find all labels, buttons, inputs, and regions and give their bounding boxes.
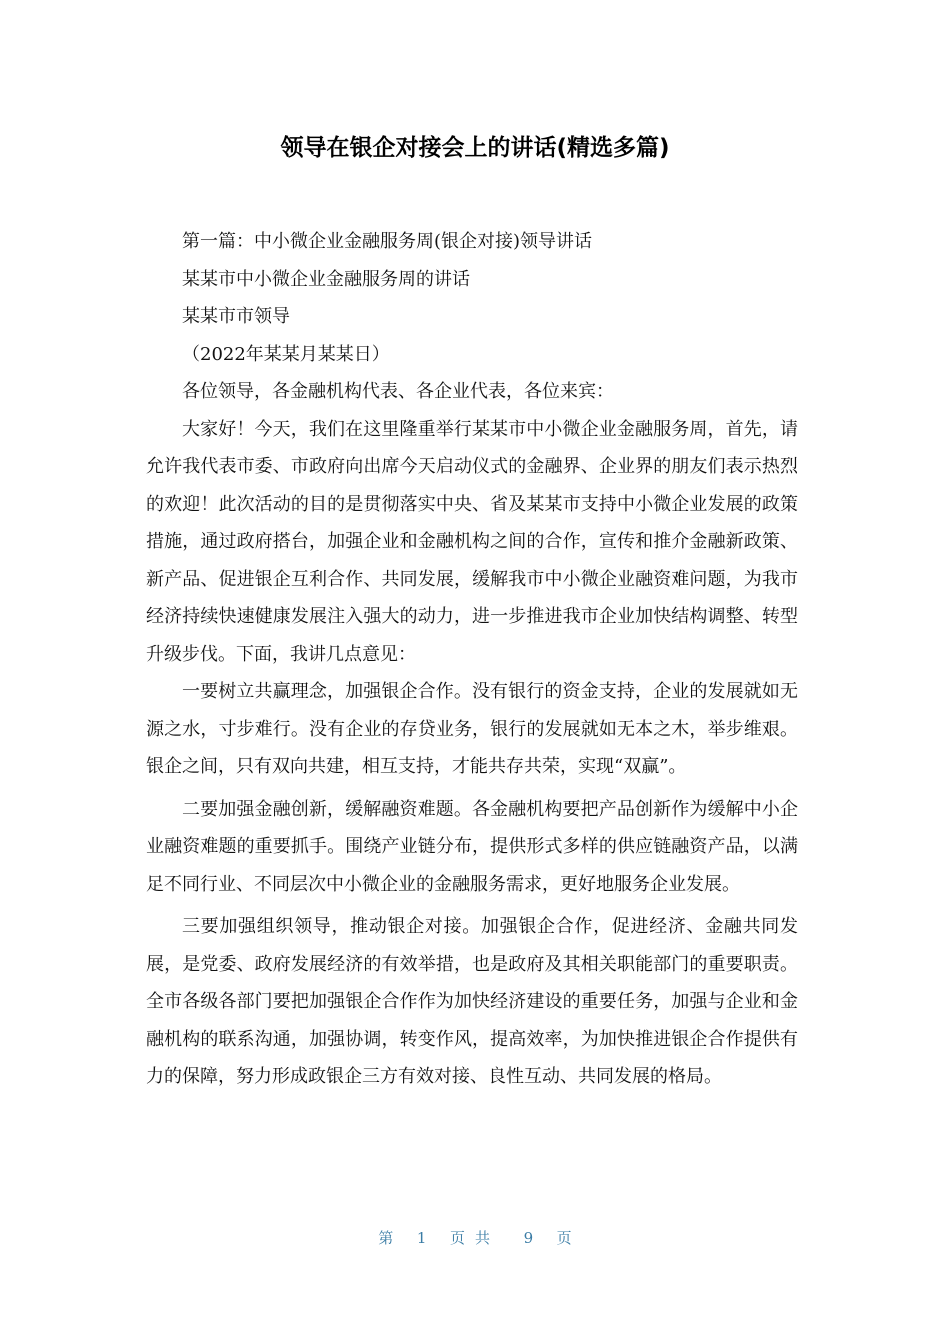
footer-label-page: 第 bbox=[378, 1229, 394, 1247]
paragraph-point-one: 一要树立共赢理念，加强银企合作。没有银行的资金支持，企业的发展就如无源之水，寸步难行。没有企业的存贷业务，银行的发展就如无本之木，举步维艰。银企之间，只有双向共建，相互支持，才能共存共荣，实现“双赢”。 bbox=[146, 681, 798, 777]
paragraph-point-three: 三要加强组织领导，推动银企对接。加强银企合作，促进经济、金融共同发展，是党委、政府发展经济的有效举措，也是政府及其相关职能部门的重要职责。全市各级各部门要把加强银企合作作为加快经济建设的重要任务，加强与企业和金融机构的联系沟通，加强协调，转变作风，提高效率，为加快推进银企合作提供有力的保障，努力形成政银企三方有效对接、良性互动、共同发展的格局。 bbox=[146, 916, 798, 1087]
paragraph-date: （2022年某某月某某日） bbox=[182, 343, 390, 365]
document-body bbox=[146, 223, 798, 1096]
paragraph-speech-title: 某某市中小微企业金融服务周的讲话 bbox=[182, 268, 470, 290]
paragraph-opening: 大家好！今天，我们在这里隆重举行某某市中小微企业金融服务周，首先，请允许我代表市委、市政府向出席今天启动仪式的金融界、企业界的朋友们表示热烈的欢迎！此次活动的目的是贯彻落实中央、省及某某市支持中小微企业发展的政策措施，通过政府搭台，加强企业和金融机构之间的合作，宣传和推介金融新政策、新产品、促进银企互利合作、共同发展，缓解我市中小微企业融资难问题，为我市经济持续快速健康发展注入强大的动力，进一步推进我市企业加快结构调整、转型升级步伐。下面，我讲几点意见： bbox=[146, 418, 798, 665]
footer-total-pages: 9 bbox=[523, 1229, 534, 1247]
footer-label-of: 页共 bbox=[449, 1229, 500, 1247]
document-title: 领导在银企对接会上的讲话(精选多篇) bbox=[280, 135, 670, 161]
paragraph-speaker: 某某市市领导 bbox=[182, 306, 290, 327]
paragraph-point-two: 二要加强金融创新，缓解融资难题。各金融机构要把产品创新作为缓解中小企业融资难题的重要抓手。围绕产业链分布，提供形式多样的供应链融资产品，以满足不同行业、不同层次中小微企业的金融服务需求，更好地服务企业发展。 bbox=[146, 798, 798, 895]
footer-label-end: 页 bbox=[556, 1229, 572, 1247]
page-footer bbox=[0, 1226, 950, 1250]
paragraph-section-heading: 第一篇：中小微企业金融服务周(银企对接)领导讲话 bbox=[182, 231, 593, 252]
paragraph-salutation: 各位领导，各金融机构代表、各企业代表，各位来宾： bbox=[182, 381, 614, 402]
footer-current-page: 1 bbox=[416, 1229, 427, 1247]
